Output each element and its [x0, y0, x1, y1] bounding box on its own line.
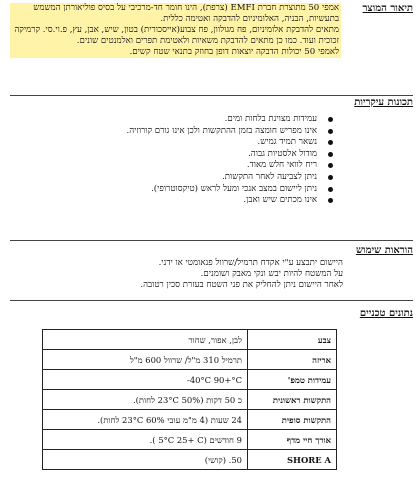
technical-data-table — [42, 329, 337, 470]
table-row: התקשות ראשונית כ 50 דקות (23°C 50% לחות). — [43, 390, 337, 410]
usage-line: על המשטח להיות יבש ונקי מאבק ושומנים. — [200, 269, 343, 279]
table-row: אריזה תרמיל 310 מ"ל/ שרוול 600 מ"ל — [43, 350, 337, 370]
table-row: אורך חיי מדף 9 חודשים (5°C 25+ C ). — [43, 430, 337, 450]
table-row: צבע לבן, אפור, שחור — [43, 330, 337, 350]
main-features-heading: תכונות עיקריות — [354, 97, 413, 108]
features-list — [46, 114, 333, 207]
usage-instructions-body — [66, 258, 343, 291]
section-divider — [10, 300, 413, 301]
product-description-body — [10, 3, 341, 58]
feature-item: אינו מפריש חומצה בזמן ההתקשות ולכן אינו גורם קורוזיה. — [46, 126, 333, 138]
feature-item: ריח לוואי חלש מאוד. — [46, 160, 333, 172]
table-row: התקשות סופית 24 שעות (4 מ"מ עובי 23°C 60% לחות). — [43, 410, 337, 430]
usage-line: לאחר היישום ניתן להחליק את פני השטח בעזרת סכין רטובה. — [140, 280, 343, 290]
product-description-section — [6, 3, 413, 103]
usage-instructions-heading: הוראות שימוש — [355, 245, 413, 256]
table-row: עמידות טמפ' ‎-40°C 90+°C — [43, 370, 337, 390]
section-divider — [10, 240, 413, 241]
main-features-section — [6, 97, 413, 247]
table-row: SHORE A 50. (קושי) — [43, 450, 337, 470]
bullet-icon — [328, 117, 333, 122]
bullet-icon — [328, 198, 333, 203]
description-paragraph: אמפי 50 מתוצרת חברת EMFI (צרפת), הינו חומר חד-מרכיבי על בסיס פוליאורתן המשמש בתעשיות, הבניה, האלומיניום להדבקה ואטימה כללית. — [33, 3, 339, 24]
bullet-icon — [328, 152, 333, 157]
usage-instructions-section — [6, 245, 413, 315]
feature-item: ניתן לצביעה לאחר התקשות. — [46, 172, 333, 184]
bullet-icon — [328, 163, 333, 168]
description-paragraph: מתאים להדבקת אלומיניום, פח מגולוון, פח צבוע(אייסכורית) בטון, שיש, אבן, עץ, פ.וי.סי. קרמיקה זכוכית ועוד. כמו כן מתאים להדבקת משאיות ולאטימת תפרים ואלמנטים שונים. — [14, 25, 339, 46]
section-divider — [10, 95, 413, 96]
bullet-icon — [328, 175, 333, 180]
bullet-icon — [328, 140, 333, 145]
bullet-icon — [328, 129, 333, 134]
feature-item: מודול אלסטיות גבוה. — [46, 149, 333, 161]
technical-data-section — [6, 308, 413, 498]
bullet-icon — [328, 187, 333, 192]
feature-item: נשאר תמיד גמיש. — [46, 137, 333, 149]
feature-item: אינו מכתים שיש ואבן. — [46, 195, 333, 207]
usage-line: היישום יתבצע ע"י אקדח תרמיל/שרוול פנאומטי או ידני. — [158, 258, 343, 268]
description-paragraph: לאמפי 50 יכולות הדבקה יוצאות דופן בחוזק בתנאי שטח קשים. — [129, 47, 339, 57]
feature-item: ניתן ליישום במצב אנכי ומעל לראש (טיקסוטרופי). — [46, 184, 333, 196]
feature-item: עמידות מצוינת בלחות ומים. — [46, 114, 333, 126]
technical-data-heading: נתונים טכניים — [359, 308, 413, 319]
product-description-heading: תיאור המוצר — [362, 3, 413, 14]
